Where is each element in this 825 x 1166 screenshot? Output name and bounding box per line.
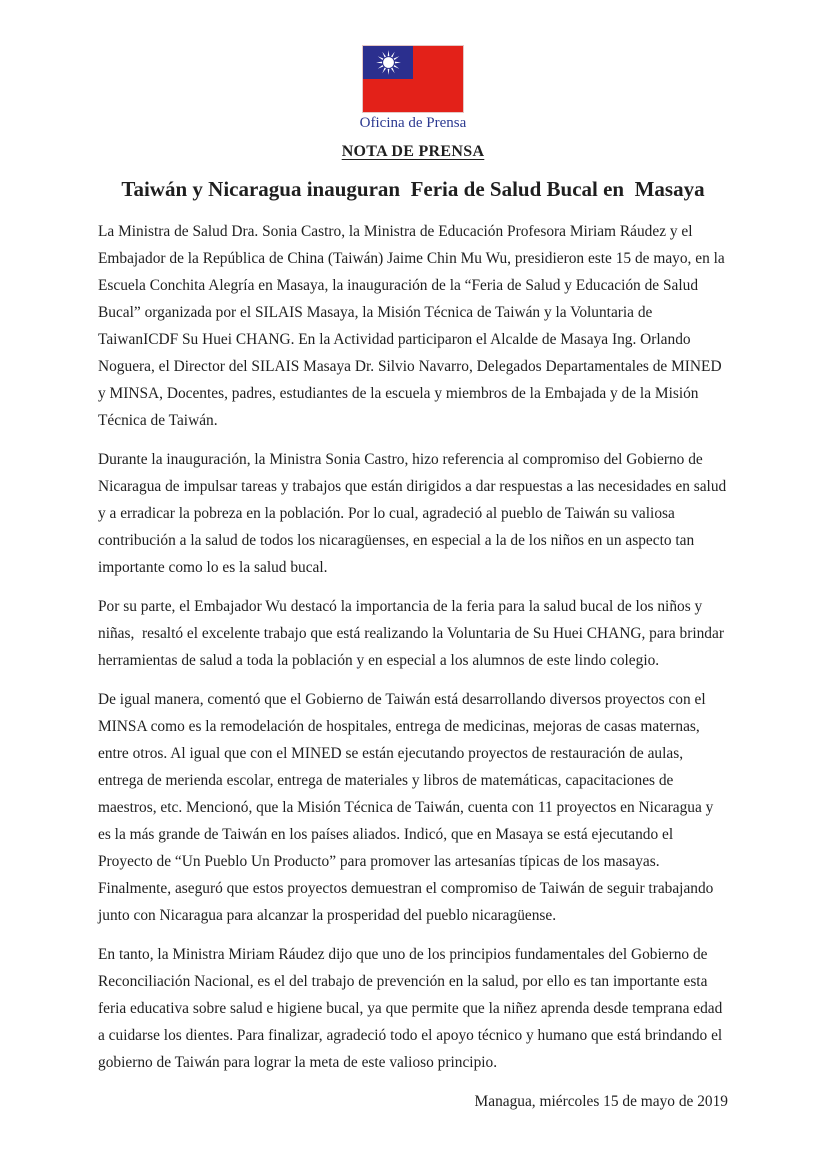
dateline: Managua, miércoles 15 de mayo de 2019 xyxy=(474,1092,728,1110)
paragraph-2: Durante la inauguración, la Ministra Sonia Castro, hizo referencia al compromiso del Gobierno de Nicaragua de impulsar tareas y trabajos que están dirigidos a dar respuestas a las necesidades en salud y a erradicar la pobreza en la población. Por lo cual, agradeció al pueblo de Taiwán su valiosa contribución a la salud de todos los nicaragüenses, en especial a la de los niños en un aspecto tan importante como lo es la salud bucal. xyxy=(98,450,731,576)
header xyxy=(98,46,728,134)
paragraph-3: Por su parte, el Embajador Wu destacó la importancia de la feria para la salud bucal de los niños y niñas, resaltó el excelente trabajo que está realizando la Voluntaria de Su Huei CHANG, para brindar herramientas de salud a toda la población y en especial a los alumnos de este lindo colegio. xyxy=(98,597,728,669)
taiwan-flag xyxy=(363,46,463,112)
document-body xyxy=(98,218,731,1076)
office-label: Oficina de Prensa xyxy=(359,115,467,131)
flag-canton xyxy=(363,46,413,79)
press-note-heading: NOTA DE PRENSA xyxy=(341,142,485,160)
paragraph-1: La Ministra de Salud Dra. Sonia Castro, la Ministra de Educación Profesora Miriam Ráudez y el Embajador de la República de China (Taiwán) Jaime Chin Mu Wu, presidieron este 15 de mayo, en la Escuela Conchita Alegría en Masaya, la inauguración de la “Feria de Salud y Educación de Salud Bucal” organizada por el SILAIS Masaya, la Misión Técnica de Taiwán y la Voluntaria de TaiwanICDF Su Huei CHANG. En la Actividad participaron el Alcalde de Masaya Ing. Orlando Noguera, el Director del SILAIS Masaya Dr. Silvio Navarro, Delegados Departamentales de MINED y MINSA, Docentes, padres, estudiantes de la escuela y miembros de la Embajada y de la Misión Técnica de Taiwán. xyxy=(98,222,729,429)
paragraph-4: De igual manera, comentó que el Gobierno de Taiwán está desarrollando diversos proyectos con el MINSA como es la remodelación de hospitales, entrega de medicinas, mejoras de casas maternas, entre otros. Al igual que con el MINED se están ejecutando proyectos de restauración de aulas, entrega de merienda escolar, entrega de materiales y libros de matemáticas, capacitaciones de maestros, etc. Mencionó, que la Misión Técnica de Taiwán, cuenta con 11 proyectos en Nicaragua y es la más grande de Taiwán en los países aliados. Indicó, que en Masaya se está ejecutando el Proyecto de “Un Pueblo Un Producto” para promover las artesanías típicas de los masayas. Finalmente, aseguró que estos proyectos demuestran el compromiso de Taiwán de seguir trabajando junto con Nicaragua para alcanzar la prosperidad del pueblo nicaragüense. xyxy=(98,690,718,924)
taiwan-sun-icon xyxy=(375,49,402,76)
document-title: Taiwán y Nicaragua inauguran Feria de Salud Bucal en Masaya xyxy=(121,176,705,201)
paragraph-5: En tanto, la Ministra Miriam Ráudez dijo que uno de los principios fundamentales del Gobierno de Reconciliación Nacional, es el del trabajo de prevención en la salud, por ello es tan importante esta feria educativa sobre salud e higiene bucal, ya que permite que la niñez aprenda desde temprana edad a cuidarse los dientes. Para finalizar, agradeció todo el apoyo técnico y humano que está brindando el gobierno de Taiwán para lograr la meta de este valioso principio. xyxy=(98,945,727,1071)
